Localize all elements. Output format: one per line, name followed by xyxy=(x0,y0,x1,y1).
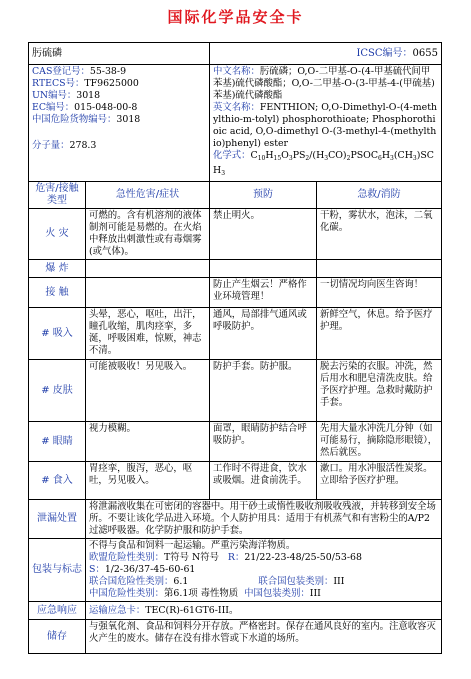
header-row xyxy=(29,43,442,65)
row-packaging xyxy=(29,539,442,602)
row-spill xyxy=(29,500,442,539)
formula-text: H xyxy=(265,150,274,161)
prevention-cell xyxy=(210,260,317,278)
ec-line: EC编号：015-048-00-8 xyxy=(32,102,138,113)
icsc-number: ICSC编号：0655 xyxy=(210,43,442,65)
spill-text: 将泄漏液收集在可密闭的容器中。用干砂土或惰性吸收剂吸收残液，并转移到安全场所。不要让该化学品进入环境。个人防护用具：适用于有机蒸气和有害粉尘的A/P2过滤呼吸器。化学防护服和防护手套。 xyxy=(86,500,442,539)
formula-text: O xyxy=(281,150,289,161)
formula-subscript: 15 xyxy=(273,155,282,162)
eu-class-line: 欧盟危险性类别：T符号 N符号 R：21/22-23-48/25-50/53-68 xyxy=(89,552,362,563)
emergency-text: 运输应急卡：TEC(R)-61GT6-III。 xyxy=(86,602,442,620)
prevention-cell: 防护手套。防护服。 xyxy=(210,360,317,422)
hazard-cell xyxy=(86,278,210,308)
formula-subscript: 3 xyxy=(288,155,293,162)
firstaid-cell: 脱去污染的衣服。冲洗，然后用水和肥皂清洗皮肤。给予医疗护理。急救时戴防护手套。 xyxy=(317,360,442,422)
row-ingestion xyxy=(29,462,442,500)
rtecs-line: RTECS号：TF9625000 xyxy=(32,78,139,89)
cn-class-line: 中国危险性类别：第6.1项 毒性物质 中国包装类别：III xyxy=(89,588,321,599)
formula-subscript: 2 xyxy=(346,155,351,162)
formula-subscript: 10 xyxy=(257,155,266,162)
row-inhalation xyxy=(29,308,442,360)
formula-text: )SCH xyxy=(213,150,434,176)
formula-subscript: 2 xyxy=(305,155,310,162)
hazard-cell: 可能被吸收！另见吸入。 xyxy=(86,360,210,422)
cn-name: 中文名称：肟硫磷；O,O-二甲基-O-(4-甲基硫代间甲苯基)硫代磷酸酯；O,O-二甲基-O-(3-甲基-4-(甲硫基)苯基)硫代磷酸酯 xyxy=(213,66,435,101)
storage-text: 与强氧化剂、食品和饲料分开存放。严格密封。保存在通风良好的室内。注意收容灭火产生的废水。储存在没有排水管或下水道的场所。 xyxy=(86,620,442,654)
un-line: UN编号：3018 xyxy=(32,90,101,101)
safety-card-table xyxy=(28,42,442,654)
un-class-line: 联合国危险性类别：6.1 联合国包装类别：III xyxy=(89,576,345,587)
col-type-header: 危害/接触类型 xyxy=(29,182,86,209)
firstaid-cell xyxy=(317,260,442,278)
row-storage xyxy=(29,620,442,654)
hazard-cell: 可燃的。含有机溶剂的液体制剂可能是易燃的。在火焰中释放出刺激性或有毒烟雾(或气体)。 xyxy=(86,209,210,260)
formula-text: (CH xyxy=(393,150,413,161)
col-hazard-header: 急性危害/症状 xyxy=(86,182,210,209)
type-cell: # 食入 xyxy=(29,462,86,500)
row-eyes xyxy=(29,422,442,462)
card-title: 国际化学品安全卡 xyxy=(167,8,304,26)
mw-line: 分子量：278.3 xyxy=(32,140,97,151)
prevention-cell: 面罩，眼睛防护结合呼吸防护。 xyxy=(210,422,317,462)
firstaid-cell: 漱口。用水冲服活性炭浆。立即给予医疗护理。 xyxy=(317,462,442,500)
hazard-cell: 头晕，恶心，呕吐，出汗，瞳孔收缩，肌肉痉挛，多涎，呼吸困难，惊厥，神志不清。 xyxy=(86,308,210,360)
identity-row xyxy=(29,65,442,182)
row-skin xyxy=(29,360,442,422)
hazard-cell: 胃痉挛，腹泻，恶心，呕吐，另见吸入。 xyxy=(86,462,210,500)
prevention-cell: 禁止明火。 xyxy=(210,209,317,260)
cn-line: 中国危险货物编号：3018 xyxy=(32,114,141,125)
prevention-cell: 通风，局部排气通风或呼吸防护。 xyxy=(210,308,317,360)
prevention-cell: 防止产生烟云！严格作业环境管理！ xyxy=(210,278,317,308)
chemical-name: 肟硫磷 xyxy=(29,43,210,65)
formula-subscript: 3 xyxy=(324,155,329,162)
hazard-cell xyxy=(86,260,210,278)
row-fire xyxy=(29,209,442,260)
packaging-text xyxy=(86,539,442,602)
firstaid-cell: 干粉，雾状水，泡沫，二氧化碳。 xyxy=(317,209,442,260)
formula-text: C xyxy=(250,150,258,161)
row-contact xyxy=(29,278,442,308)
s-line: S：1/2-36/37-45-60-61 xyxy=(89,564,196,575)
firstaid-cell: 新鲜空气，休息。给予医疗护理。 xyxy=(317,308,442,360)
firstaid-cell: 一切情况均向医生咨询！ xyxy=(317,278,442,308)
formula-subscript: 3 xyxy=(412,155,417,162)
col-firstaid-header: 急救/消防 xyxy=(317,182,442,209)
formula-text: PS xyxy=(292,150,306,161)
type-cell: 接 触 xyxy=(29,278,86,308)
type-cell: # 吸入 xyxy=(29,308,86,360)
formula-text: CO) xyxy=(328,150,347,161)
firstaid-cell: 先用大量水冲洗几分钟（如可能易行，摘除隐形眼镜），然后就医。 xyxy=(317,422,442,462)
cas-line: CAS登记号：55-38-9 xyxy=(32,66,127,77)
formula-text: /(H xyxy=(309,150,325,161)
type-cell: 火 灾 xyxy=(29,209,86,260)
row-emergency xyxy=(29,602,442,620)
formula: 化学式：$C_{10}H_{15}O_3PS_2/(H_3CO)_2PSOC_6H_3(CH_3)SCH_3$ xyxy=(213,150,434,177)
emergency-label: 应急响应 xyxy=(29,602,86,620)
formula-subscript: 3 xyxy=(390,155,394,162)
column-header-row xyxy=(29,182,442,209)
col-prevention-header: 预防 xyxy=(210,182,317,209)
type-cell: # 眼睛 xyxy=(29,422,86,462)
type-cell: # 皮肤 xyxy=(29,360,86,422)
formula-text: H xyxy=(381,150,391,161)
storage-label: 储存 xyxy=(29,620,86,654)
spill-label: 泄漏处置 xyxy=(29,500,86,539)
formula-text: PSOC xyxy=(350,150,379,161)
en-name: 英文名称：FENTHION; O,O-Dimethyl-O-(4-methylthio-m-tolyl) phosphorothioate; Phosphorothioic acid, O,O-dimethyl O-(3-methyl-4-(methylthio)phenyl) ester xyxy=(213,102,438,149)
row-explosion xyxy=(29,260,442,278)
packaging-line: 不得与食品和饲料一起运输。严重污染海洋物质。 xyxy=(89,540,296,551)
names-block xyxy=(210,65,442,182)
identifier-block xyxy=(29,65,210,182)
packaging-label: 包装与标志 xyxy=(29,539,86,602)
formula-subscript: 6 xyxy=(378,155,382,162)
hazard-cell: 视力模糊。 xyxy=(86,422,210,462)
formula-subscript: 3 xyxy=(221,170,226,177)
type-cell: 爆 炸 xyxy=(29,260,86,278)
prevention-cell: 工作时不得进食，饮水或吸烟。进食前洗手。 xyxy=(210,462,317,500)
